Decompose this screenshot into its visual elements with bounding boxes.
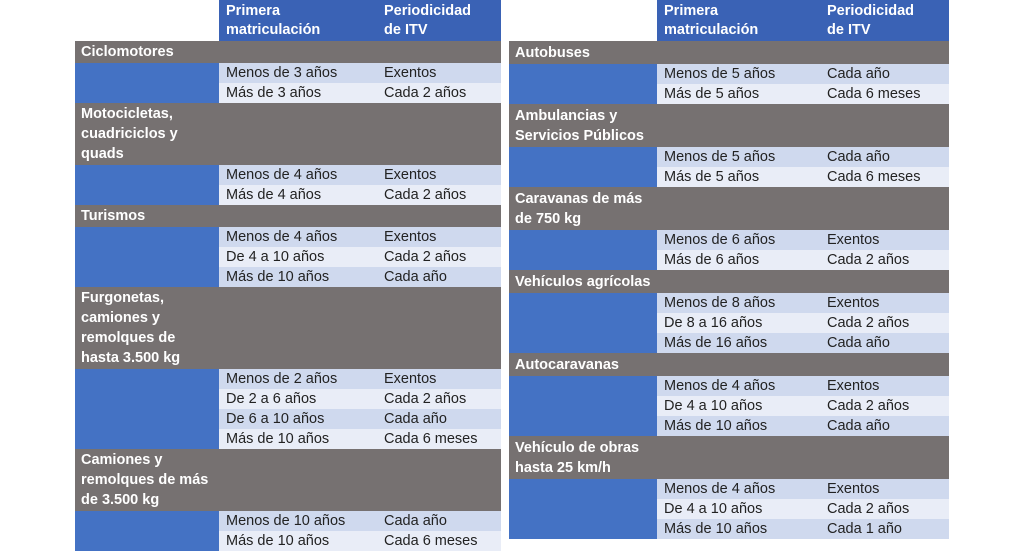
table-row — [657, 333, 949, 353]
header-blank — [75, 0, 219, 41]
category-label — [75, 103, 501, 165]
first-registration-cell: De 4 a 10 años — [664, 398, 763, 414]
category-label — [509, 104, 949, 147]
itv-frequency-cell: Cada año — [384, 513, 447, 529]
category-line: Ambulancias y — [515, 108, 618, 124]
category-label — [509, 187, 949, 230]
first-registration-cell: Menos de 2 años — [226, 371, 338, 387]
category-rows — [75, 369, 501, 449]
first-registration-cell: De 4 a 10 años — [226, 249, 325, 265]
first-registration-cell: Menos de 4 años — [226, 167, 338, 183]
itv-frequency-cell: Exentos — [384, 229, 437, 245]
table-row — [657, 64, 949, 84]
header-line: matriculación — [664, 22, 759, 38]
category-line: Autobuses — [515, 45, 590, 61]
category-line: Vehículo de obras — [515, 440, 640, 456]
itv-frequency-cell: Cada año — [827, 335, 890, 351]
itv-frequency-cell: Cada 6 meses — [384, 431, 478, 447]
category-line: remolques de — [81, 330, 176, 346]
first-registration-cell: Menos de 4 años — [664, 378, 776, 394]
first-registration-cell: Más de 16 años — [664, 335, 768, 351]
category-color-bar — [509, 293, 657, 353]
first-registration-cell: Menos de 5 años — [664, 66, 776, 82]
category-rows — [509, 230, 949, 270]
category-label — [509, 436, 949, 479]
header-line: Periodicidad — [384, 3, 472, 19]
category-rows — [75, 63, 501, 103]
table-row — [219, 227, 501, 247]
category-line: Servicios Públicos — [515, 128, 644, 144]
first-registration-cell: De 8 a 16 años — [664, 315, 763, 331]
category-rows — [509, 479, 949, 539]
first-registration-cell: De 6 a 10 años — [226, 411, 325, 427]
rows-group — [657, 376, 949, 436]
itv-frequency-cell: Cada 2 años — [827, 252, 910, 268]
rows-group — [657, 293, 949, 353]
category-line: Caravanas de más — [515, 191, 643, 207]
header-line: Primera — [664, 3, 719, 19]
table-row — [657, 416, 949, 436]
table-row — [219, 267, 501, 287]
table-row — [657, 230, 949, 250]
table-row — [657, 167, 949, 187]
itv-frequency-cell: Cada 6 meses — [827, 169, 921, 185]
category-color-bar — [509, 230, 657, 270]
first-registration-cell: Más de 4 años — [226, 187, 322, 203]
itv-frequency-cell: Cada 2 años — [827, 501, 910, 517]
rows-group — [657, 230, 949, 270]
category-line: Autocaravanas — [515, 357, 619, 373]
table-header — [509, 0, 949, 41]
table-row — [657, 293, 949, 313]
table-row — [219, 83, 501, 103]
category-line: Ciclomotores — [81, 44, 174, 60]
itv-frequency-cell: Cada año — [384, 269, 447, 285]
table-header — [75, 0, 501, 41]
table-row — [219, 409, 501, 429]
first-registration-cell: Más de 10 años — [664, 521, 768, 537]
category-line: Camiones y — [81, 452, 163, 468]
rows-group — [657, 147, 949, 187]
header-line: matriculación — [226, 22, 321, 38]
category-color-bar — [509, 376, 657, 436]
category-label — [75, 449, 501, 511]
category-line: Motocicletas, — [81, 106, 173, 122]
table-row — [657, 519, 949, 539]
first-registration-cell: Menos de 6 años — [664, 232, 776, 248]
table-row — [219, 429, 501, 449]
itv-frequency-cell: Exentos — [827, 295, 880, 311]
category-label — [75, 205, 501, 227]
header-line: de ITV — [384, 22, 428, 38]
header-line: Periodicidad — [827, 3, 915, 19]
table-row — [657, 396, 949, 416]
itv-frequency-cell: Cada 1 año — [827, 521, 902, 537]
category-color-bar — [509, 64, 657, 104]
itv-frequency-cell: Cada 2 años — [384, 391, 467, 407]
header-col1 — [219, 0, 377, 41]
table-row — [657, 147, 949, 167]
itv-frequency-cell: Cada año — [827, 418, 890, 434]
category-line: remolques de más — [81, 472, 209, 488]
category-line: de 3.500 kg — [81, 492, 160, 508]
category-line: de 750 kg — [515, 211, 582, 227]
itv-frequency-cell: Cada 2 años — [827, 315, 910, 331]
category-rows — [75, 511, 501, 551]
itv-table-left — [75, 0, 501, 551]
category-color-bar — [75, 511, 219, 551]
header-col1 — [657, 0, 820, 41]
first-registration-cell: Más de 5 años — [664, 86, 760, 102]
itv-frequency-cell: Cada año — [827, 149, 890, 165]
category-rows — [75, 165, 501, 205]
itv-frequency-cell: Exentos — [827, 481, 880, 497]
header-line: Primera — [226, 3, 281, 19]
first-registration-cell: Más de 6 años — [664, 252, 760, 268]
rows-group — [219, 369, 501, 449]
first-registration-cell: Menos de 4 años — [226, 229, 338, 245]
category-label — [509, 353, 949, 376]
first-registration-cell: Menos de 10 años — [226, 513, 346, 529]
table-row — [657, 499, 949, 519]
first-registration-cell: Menos de 8 años — [664, 295, 776, 311]
header-col2 — [377, 0, 501, 41]
table-row — [219, 63, 501, 83]
rows-group — [657, 479, 949, 539]
table-row — [657, 479, 949, 499]
itv-frequency-cell: Cada año — [827, 66, 890, 82]
category-color-bar — [509, 147, 657, 187]
category-line: camiones y — [81, 310, 160, 326]
category-color-bar — [75, 165, 219, 205]
itv-frequency-cell: Exentos — [384, 167, 437, 183]
itv-frequency-cell: Cada 6 meses — [827, 86, 921, 102]
category-label — [509, 270, 949, 293]
category-rows — [75, 227, 501, 287]
first-registration-cell: Más de 5 años — [664, 169, 760, 185]
header-line: de ITV — [827, 22, 871, 38]
itv-frequency-cell: Cada 2 años — [384, 187, 467, 203]
first-registration-cell: Más de 10 años — [226, 431, 330, 447]
rows-group — [219, 511, 501, 551]
rows-group — [219, 227, 501, 287]
rows-group — [219, 63, 501, 103]
itv-frequency-cell: Cada 2 años — [384, 85, 467, 101]
table-row — [657, 376, 949, 396]
itv-frequency-cell: Exentos — [384, 371, 437, 387]
category-rows — [509, 293, 949, 353]
category-color-bar — [509, 479, 657, 539]
first-registration-cell: Menos de 5 años — [664, 149, 776, 165]
rows-group — [219, 165, 501, 205]
table-row — [657, 250, 949, 270]
itv-table-right — [509, 0, 949, 539]
first-registration-cell: Más de 10 años — [664, 418, 768, 434]
table-row — [657, 84, 949, 104]
table-row — [219, 389, 501, 409]
category-rows — [509, 376, 949, 436]
table-row — [219, 511, 501, 531]
itv-frequency-cell: Exentos — [827, 378, 880, 394]
first-registration-cell: Menos de 4 años — [664, 481, 776, 497]
first-registration-cell: De 4 a 10 años — [664, 501, 763, 517]
first-registration-cell: Menos de 3 años — [226, 65, 338, 81]
first-registration-cell: Más de 3 años — [226, 85, 322, 101]
category-rows — [509, 147, 949, 187]
itv-frequency-cell: Cada año — [384, 411, 447, 427]
table-row — [219, 165, 501, 185]
category-line: hasta 25 km/h — [515, 460, 611, 476]
category-line: Furgonetas, — [81, 290, 164, 306]
category-line: quads — [81, 146, 124, 162]
category-color-bar — [75, 227, 219, 287]
itv-frequency-cell: Cada 2 años — [384, 249, 467, 265]
rows-group — [657, 64, 949, 104]
table-row — [657, 313, 949, 333]
category-line: cuadriciclos y — [81, 126, 178, 142]
category-line: Turismos — [81, 208, 146, 224]
category-label — [75, 287, 501, 369]
itv-frequency-cell: Cada 2 años — [827, 398, 910, 414]
category-color-bar — [75, 369, 219, 449]
itv-frequency-cell: Exentos — [384, 65, 437, 81]
category-color-bar — [75, 63, 219, 103]
category-line: Vehículos agrícolas — [515, 274, 651, 290]
first-registration-cell: De 2 a 6 años — [226, 391, 317, 407]
category-label — [75, 41, 501, 63]
itv-frequency-cell: Exentos — [827, 232, 880, 248]
table-row — [219, 531, 501, 551]
table-row — [219, 369, 501, 389]
first-registration-cell: Más de 10 años — [226, 533, 330, 549]
category-label — [509, 41, 949, 64]
category-line: hasta 3.500 kg — [81, 350, 181, 366]
table-row — [219, 185, 501, 205]
category-rows — [509, 64, 949, 104]
first-registration-cell: Más de 10 años — [226, 269, 330, 285]
header-blank — [509, 0, 657, 41]
itv-frequency-cell: Cada 6 meses — [384, 533, 478, 549]
header-col2 — [820, 0, 949, 41]
table-row — [219, 247, 501, 267]
